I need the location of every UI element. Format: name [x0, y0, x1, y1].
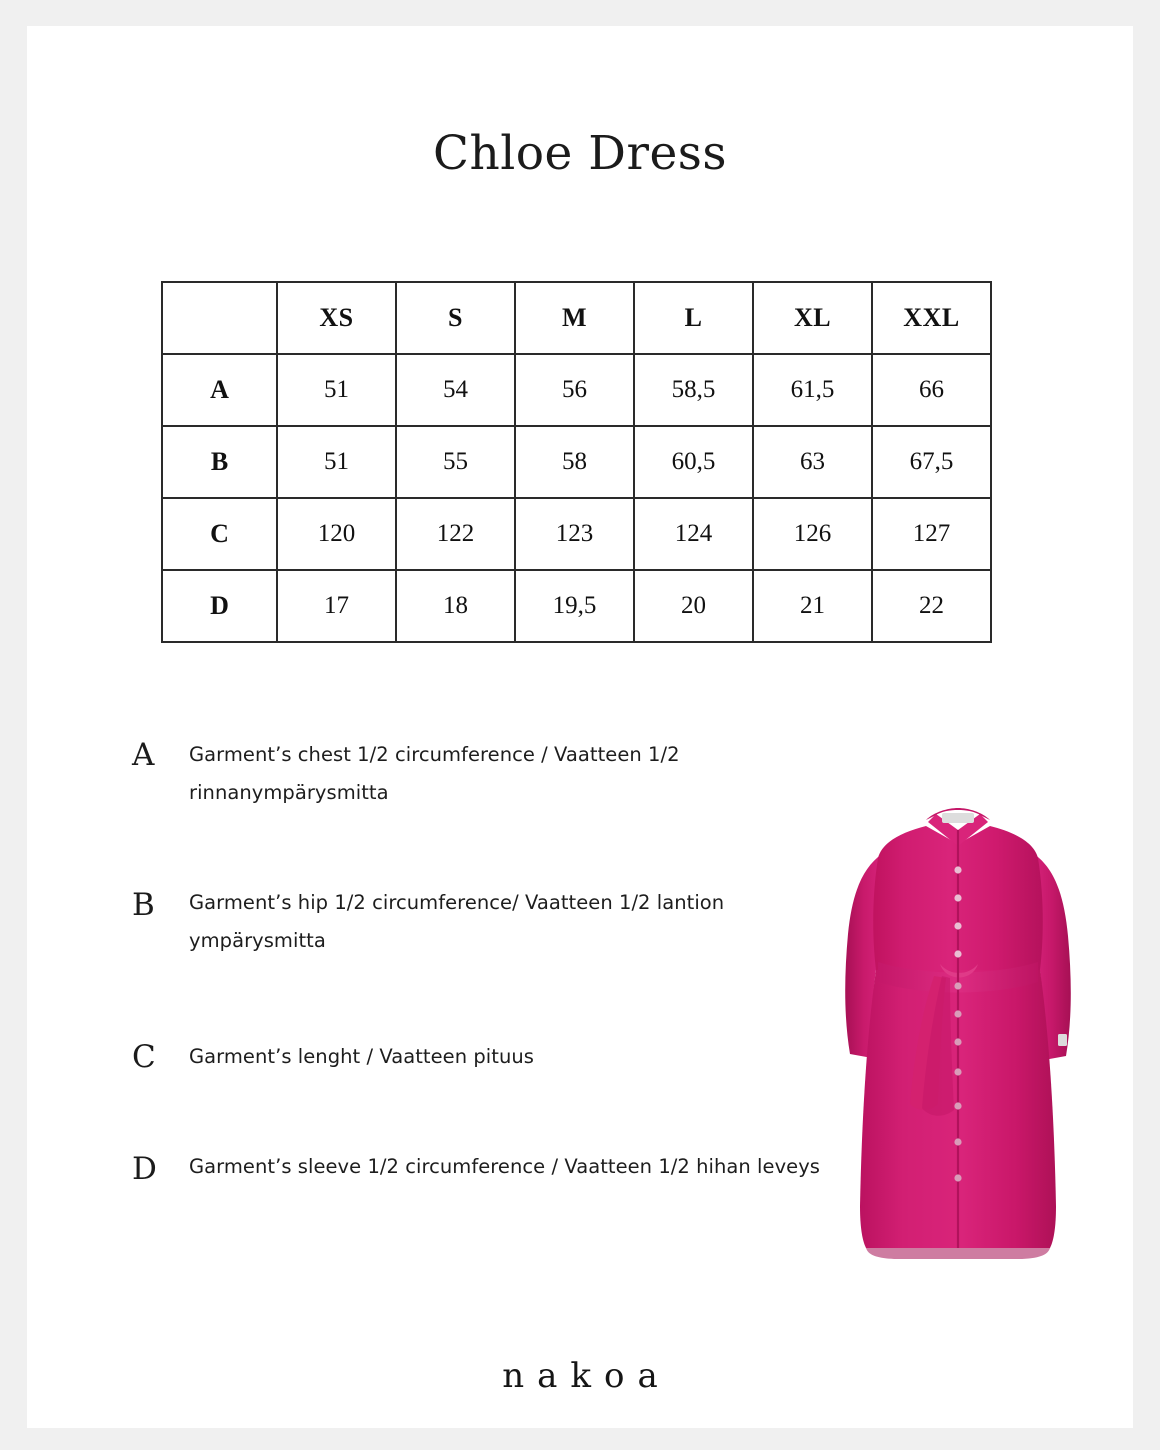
- dress-button: [954, 1102, 961, 1109]
- cell-d-m: 19,5: [515, 570, 634, 642]
- row-label-b: B: [162, 426, 277, 498]
- table-row: [162, 354, 991, 426]
- cell-c-xs: 120: [277, 498, 396, 570]
- cell-c-m: 123: [515, 498, 634, 570]
- dress-hem: [866, 1248, 1050, 1259]
- table-header-xs: XS: [277, 282, 396, 354]
- legend-item-a: [132, 736, 832, 812]
- legend-text-b: Garment’s hip 1/2 circumference/ Vaatteen 1/2 lantion ympärysmitta: [189, 891, 725, 952]
- dress-button: [954, 1174, 961, 1181]
- legend-key-c: C: [132, 1039, 156, 1075]
- cell-a-l: 58,5: [634, 354, 753, 426]
- cell-b-xxl: 67,5: [872, 426, 991, 498]
- cell-c-xxl: 127: [872, 498, 991, 570]
- legend-key-d: D: [132, 1151, 157, 1187]
- dress-button: [954, 1068, 961, 1075]
- cell-c-l: 124: [634, 498, 753, 570]
- cell-b-m: 58: [515, 426, 634, 498]
- table-row: [162, 570, 991, 642]
- size-chart-page: [27, 26, 1133, 1428]
- row-label-c: C: [162, 498, 277, 570]
- table-row: [162, 498, 991, 570]
- page-title: Chloe Dress: [432, 126, 728, 181]
- table-header-m: M: [515, 282, 634, 354]
- table-row: [162, 426, 991, 498]
- dress-button: [954, 866, 961, 873]
- neck-label-tag: [942, 813, 974, 823]
- cell-d-xs: 17: [277, 570, 396, 642]
- table-header-xl: XL: [753, 282, 872, 354]
- dress-button: [954, 1038, 961, 1045]
- legend-item-d: [132, 1148, 832, 1188]
- cell-b-l: 60,5: [634, 426, 753, 498]
- table-header-l: L: [634, 282, 753, 354]
- dress-button: [954, 922, 961, 929]
- size-table: [161, 281, 992, 643]
- legend-key-a: A: [132, 737, 155, 773]
- product-photo-pink-shirt-dress: [822, 786, 1092, 1286]
- cuff-label-tag: [1058, 1034, 1067, 1046]
- dress-button: [954, 982, 961, 989]
- measurement-legend: [132, 736, 832, 1188]
- row-label-a: A: [162, 354, 277, 426]
- legend-item-c: [132, 1038, 832, 1076]
- dress-button: [954, 1010, 961, 1017]
- cell-d-xxl: 22: [872, 570, 991, 642]
- dress-illustration: [822, 786, 1092, 1286]
- cell-c-xl: 126: [753, 498, 872, 570]
- table-corner-cell: [162, 282, 277, 354]
- legend-key-b: B: [132, 887, 155, 923]
- cell-a-xs: 51: [277, 354, 396, 426]
- dress-button: [954, 950, 961, 957]
- table-header-row: [162, 282, 991, 354]
- cell-b-xl: 63: [753, 426, 872, 498]
- cell-a-xl: 61,5: [753, 354, 872, 426]
- dress-button: [954, 894, 961, 901]
- cell-d-xl: 21: [753, 570, 872, 642]
- brand-logo: nakoa: [502, 1356, 671, 1396]
- table-header-s: S: [396, 282, 515, 354]
- cell-d-s: 18: [396, 570, 515, 642]
- dress-button: [954, 1138, 961, 1145]
- table-header-xxl: XXL: [872, 282, 991, 354]
- legend-text-a: Garment’s chest 1/2 circumference / Vaatteen 1/2 rinnanympärysmitta: [189, 743, 680, 804]
- cell-a-xxl: 66: [872, 354, 991, 426]
- row-label-d: D: [162, 570, 277, 642]
- cell-c-s: 122: [396, 498, 515, 570]
- cell-b-xs: 51: [277, 426, 396, 498]
- cell-b-s: 55: [396, 426, 515, 498]
- cell-a-s: 54: [396, 354, 515, 426]
- legend-item-b: [132, 884, 832, 960]
- cell-d-l: 20: [634, 570, 753, 642]
- legend-text-c: Garment’s lenght / Vaatteen pituus: [189, 1045, 534, 1068]
- cell-a-m: 56: [515, 354, 634, 426]
- legend-text-d: Garment’s sleeve 1/2 circumference / Vaatteen 1/2 hihan leveys: [189, 1155, 821, 1178]
